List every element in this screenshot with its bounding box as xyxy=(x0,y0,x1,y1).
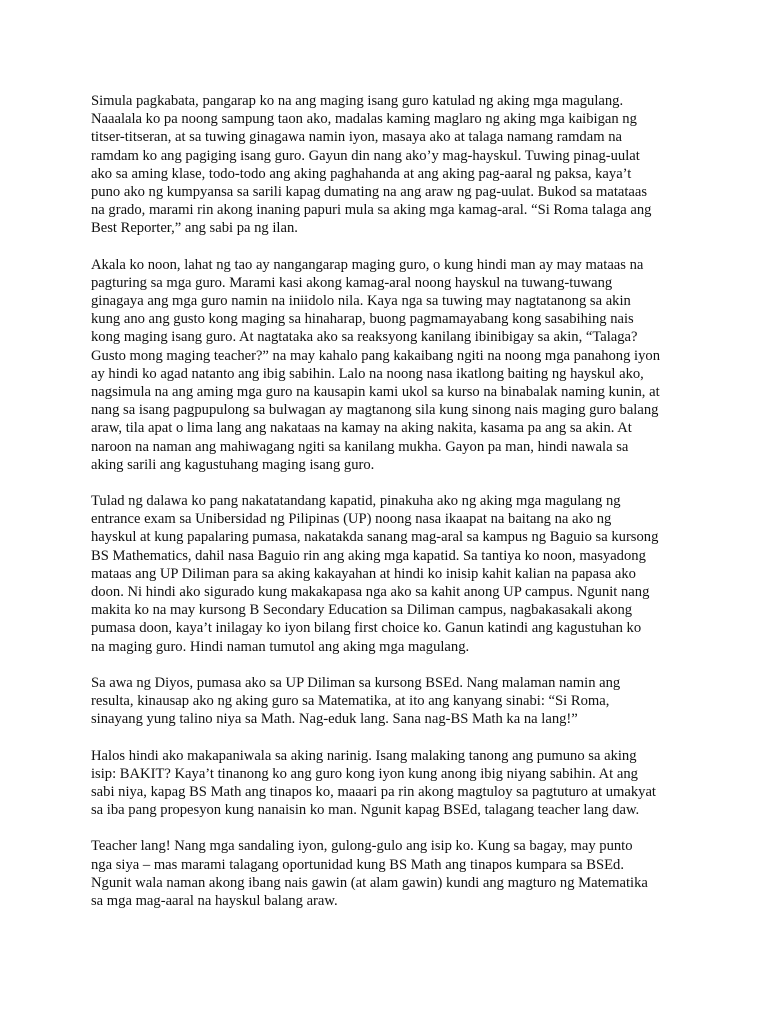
paragraph: Halos hindi ako makapaniwala sa aking narinig. Isang malaking tanong ang pumuno sa aking isip: BAKIT? Kaya’t tinanong ko ang guro kong iyon kung anong ibig niyang sabihin. At ang sabi niya, kapag BS Math ang tinapos ko, maaari pa rin akong magtuloy sa pagtuturo at umakyat sa iba pang propesyon kung nanaisin ko man. Ngunit kapag BSEd, talagang teacher lang daw. xyxy=(91,747,656,819)
paragraph: Tulad ng dalawa ko pang nakatatandang kapatid, pinakuha ako ng aking mga magulang ng entrance exam sa Unibersidad ng Pilipinas (UP) noong nasa ikaapat na baitang na ako ng hayskul at kung papalaring pumasa, nakatakda sanang mag-aral sa kampus ng Baguio sa kursong BS Mathematics, dahil nasa Baguio rin ang aking mga kapatid. Sa tantiya ko noon, masyadong mataas ang UP Diliman para sa aking kakayahan at hindi ko inisip kahit kalian na papasa ako doon. Ni hindi ako sigurado kung makakapasa nga ako sa kahit anong UP campus. Ngunit nang makita ko na may kursong B Secondary Education sa Diliman campus, nagbakasakali akong pumasa doon, kaya’t inilagay ko iyon bilang first choice ko. Ganun katindi ang kagustuhan ko na maging guro. Hindi naman tumutol ang aking mga magulang. xyxy=(91,493,659,655)
paragraph: Simula pagkabata, pangarap ko na ang maging isang guro katulad ng aking mga magulang. Naaalala ko pa noong sampung taon ako, madalas kaming maglaro ng aking mga kaibigan ng titser-titseran, at sa tuwing ginagawa namin iyon, masaya ako at talaga namang ramdam na ramdam ko ang pagiging isang guro. Gayun din nang ako’y mag-hayskul. Tuwing pinag-uulat ako sa aming klase, todo-todo ang aking paghahanda at ang aking pag-aaral ng paksa, kaya’t puno ako ng kumpyansa sa sarili kapag dumating na ang araw ng pag-uulat. Bukod sa matataas na grado, marami rin akong inaning papuri mula sa aking mga kamag-aral. “Si Roma talaga ang Best Reporter,” ang sabi pa ng ilan. xyxy=(91,93,652,237)
paragraph: Akala ko noon, lahat ng tao ay nangangarap maging guro, o kung hindi man ay may mataas na pagturing sa mga guro. Marami kasi akong kamag-aral noong hayskul na tuwang-tuwang ginagaya ang mga guro namin na iniidolo nila. Kaya nga sa tuwing may nagtatanong sa akin kung ano ang gusto kong maging sa hinaharap, buong pagmamayabang kong sasabihing nais kong maging isang guro. At nagtataka ako sa reaksyong kanilang ibinibigay sa akin, “Talaga? Gusto mong maging teacher?” na may kahalo pang kakaibang ngiti na noong mga panahong iyon ay hindi ko agad natanto ang ibig sabihin. Lalo na noong nasa ikatlong baiting ng hayskul ako, nagsimula na ang aming mga guro na kausapin kami ukol sa kurso na binabalak naming kunin, at nang sa isang pagpupulong sa bulwagan ay magtanong sila kung sinong nais maging guro balang araw, tila apat o lima lang ang nakataas na kamay na aking nakita, kasama pa ang sa akin. At naroon na naman ang mahiwagang ngiti sa kanilang mukha. Gayon pa man, hindi nawala sa aking sarili ang kagustuhang maging isang guro. xyxy=(91,256,660,473)
paragraph: Sa awa ng Diyos, pumasa ako sa UP Diliman sa kursong BSEd. Nang malaman namin ang resulta, kinausap ako ng aking guro sa Matematika, at ito ang kanyang sinabi: “Si Roma, sinayang yung talino niya sa Math. Nag-eduk lang. Sana nag-BS Math ka na lang!” xyxy=(91,674,621,728)
paragraph: Teacher lang! Nang mga sandaling iyon, gulong-gulo ang isip ko. Kung sa bagay, may punto nga siya – mas marami talagang oportunidad kung BS Math ang tinapos kumpara sa BSEd. Ngunit wala naman akong ibang nais gawin (at alam gawin) kundi ang magturo ng Matematika sa mga mag-aaral na hayskul balang araw. xyxy=(91,838,648,909)
document-body xyxy=(91,92,691,928)
